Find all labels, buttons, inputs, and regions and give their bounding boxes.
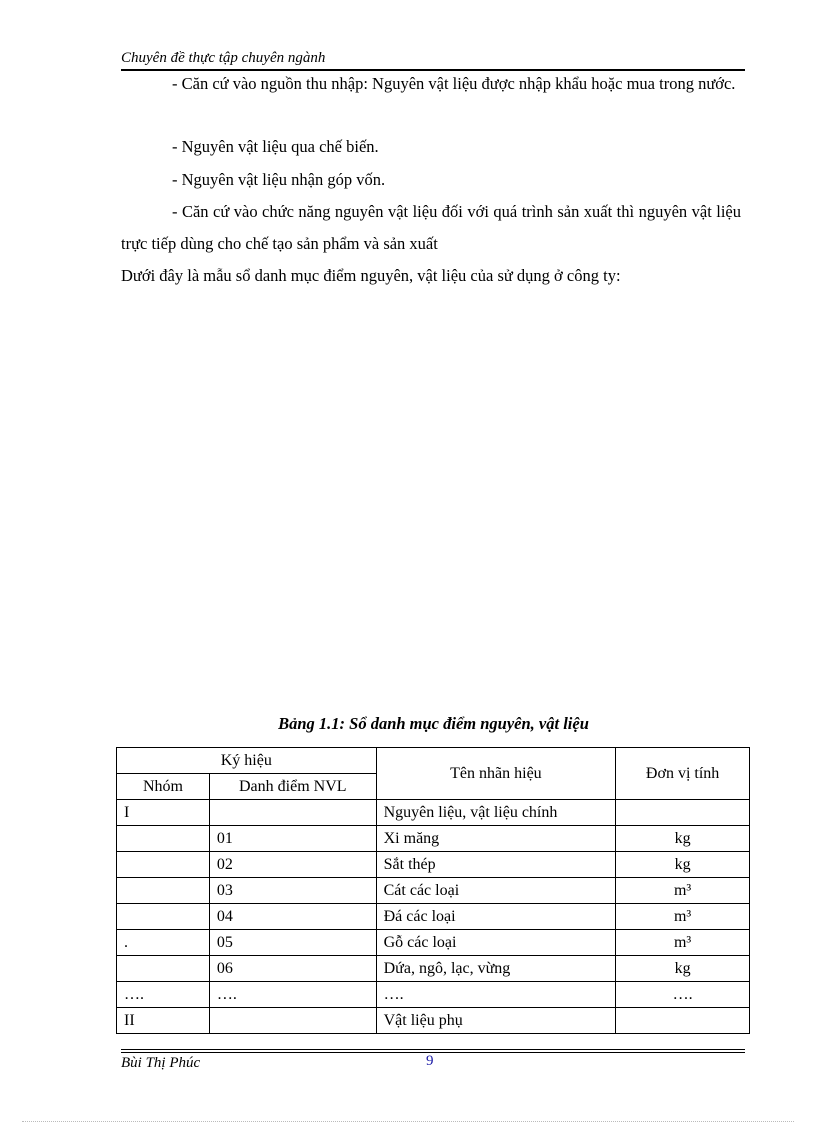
cell-ten: Dứa, ngô, lạc, vừng [376, 956, 616, 982]
header-ten-nhan-hieu: Tên nhãn hiệu [376, 748, 616, 800]
cell-don-vi: m³ [616, 904, 750, 930]
paragraph-processed-materials: - Nguyên vật liệu qua chế biến. [172, 137, 379, 156]
header-danh-diem: Danh điểm NVL [209, 774, 376, 800]
table-row [117, 904, 750, 930]
table-header-row [117, 748, 750, 774]
cell-danh-diem: 01 [209, 826, 376, 852]
cell-nhom: . [117, 930, 210, 956]
table-row [117, 878, 750, 904]
cell-nhom [117, 852, 210, 878]
footer-author: Bùi Thị Phúc [121, 1055, 201, 1071]
cell-ten: Gỗ các loại [376, 930, 616, 956]
cell-ten: Đá các loại [376, 904, 616, 930]
cell-danh-diem [209, 800, 376, 826]
table-row [117, 1008, 750, 1034]
footer-rule [121, 1049, 745, 1050]
header-ky-hieu: Ký hiệu [117, 748, 377, 774]
cell-nhom: …. [117, 982, 210, 1008]
cell-don-vi: m³ [616, 930, 750, 956]
cell-nhom [117, 826, 210, 852]
cell-danh-diem: 03 [209, 878, 376, 904]
paragraph-function-based: - Căn cứ vào chức năng nguyên vật liệu đối với quá trình sản xuất thì nguyên vật liệu trực tiếp dùng cho chế tạo sản phẩm và sản xuất [121, 202, 741, 253]
cell-danh-diem: 02 [209, 852, 376, 878]
cell-ten: Vật liệu phụ [376, 1008, 616, 1034]
cell-danh-diem: 04 [209, 904, 376, 930]
cell-don-vi: kg [616, 956, 750, 982]
paragraph-source-of-income: - Căn cứ vào nguồn thu nhập: Nguyên vật liệu được nhập khẩu hoặc mua trong nước. [172, 74, 736, 93]
cell-ten: Cát các loại [376, 878, 616, 904]
table-row [117, 930, 750, 956]
cell-don-vi: m³ [616, 878, 750, 904]
cell-don-vi: kg [616, 826, 750, 852]
cell-nhom [117, 956, 210, 982]
table-row [117, 956, 750, 982]
cell-don-vi: kg [616, 852, 750, 878]
page-number: 9 [426, 1053, 434, 1069]
table-row [117, 982, 750, 1008]
header-nhom: Nhóm [117, 774, 210, 800]
cell-ten: Xi măng [376, 826, 616, 852]
table-caption: Bảng 1.1: Sổ danh mục điểm nguyên, vật liệu [278, 714, 589, 733]
material-catalog-table [116, 747, 750, 1034]
paragraph-contributed-materials: - Nguyên vật liệu nhận góp vốn. [172, 170, 386, 189]
cell-nhom: II [117, 1008, 210, 1034]
cell-danh-diem [209, 1008, 376, 1034]
table-row [117, 852, 750, 878]
cell-don-vi: …. [616, 982, 750, 1008]
cell-nhom: I [117, 800, 210, 826]
page-bottom-border [22, 1121, 794, 1122]
cell-danh-diem: 05 [209, 930, 376, 956]
cell-ten: Sắt thép [376, 852, 616, 878]
cell-nhom [117, 878, 210, 904]
table-row [117, 826, 750, 852]
cell-danh-diem: …. [209, 982, 376, 1008]
cell-nhom [117, 904, 210, 930]
page-header-title: Chuyên đề thực tập chuyên ngành [121, 50, 326, 66]
cell-don-vi [616, 800, 750, 826]
cell-ten: …. [376, 982, 616, 1008]
cell-ten: Nguyên liệu, vật liệu chính [376, 800, 616, 826]
header-don-vi-tinh: Đơn vị tính [616, 748, 750, 800]
table-row [117, 800, 750, 826]
cell-danh-diem: 06 [209, 956, 376, 982]
paragraph-intro-table: Dưới đây là mẫu sổ danh mục điểm nguyên, vật liệu của sử dụng ở công ty: [121, 266, 621, 285]
cell-don-vi [616, 1008, 750, 1034]
